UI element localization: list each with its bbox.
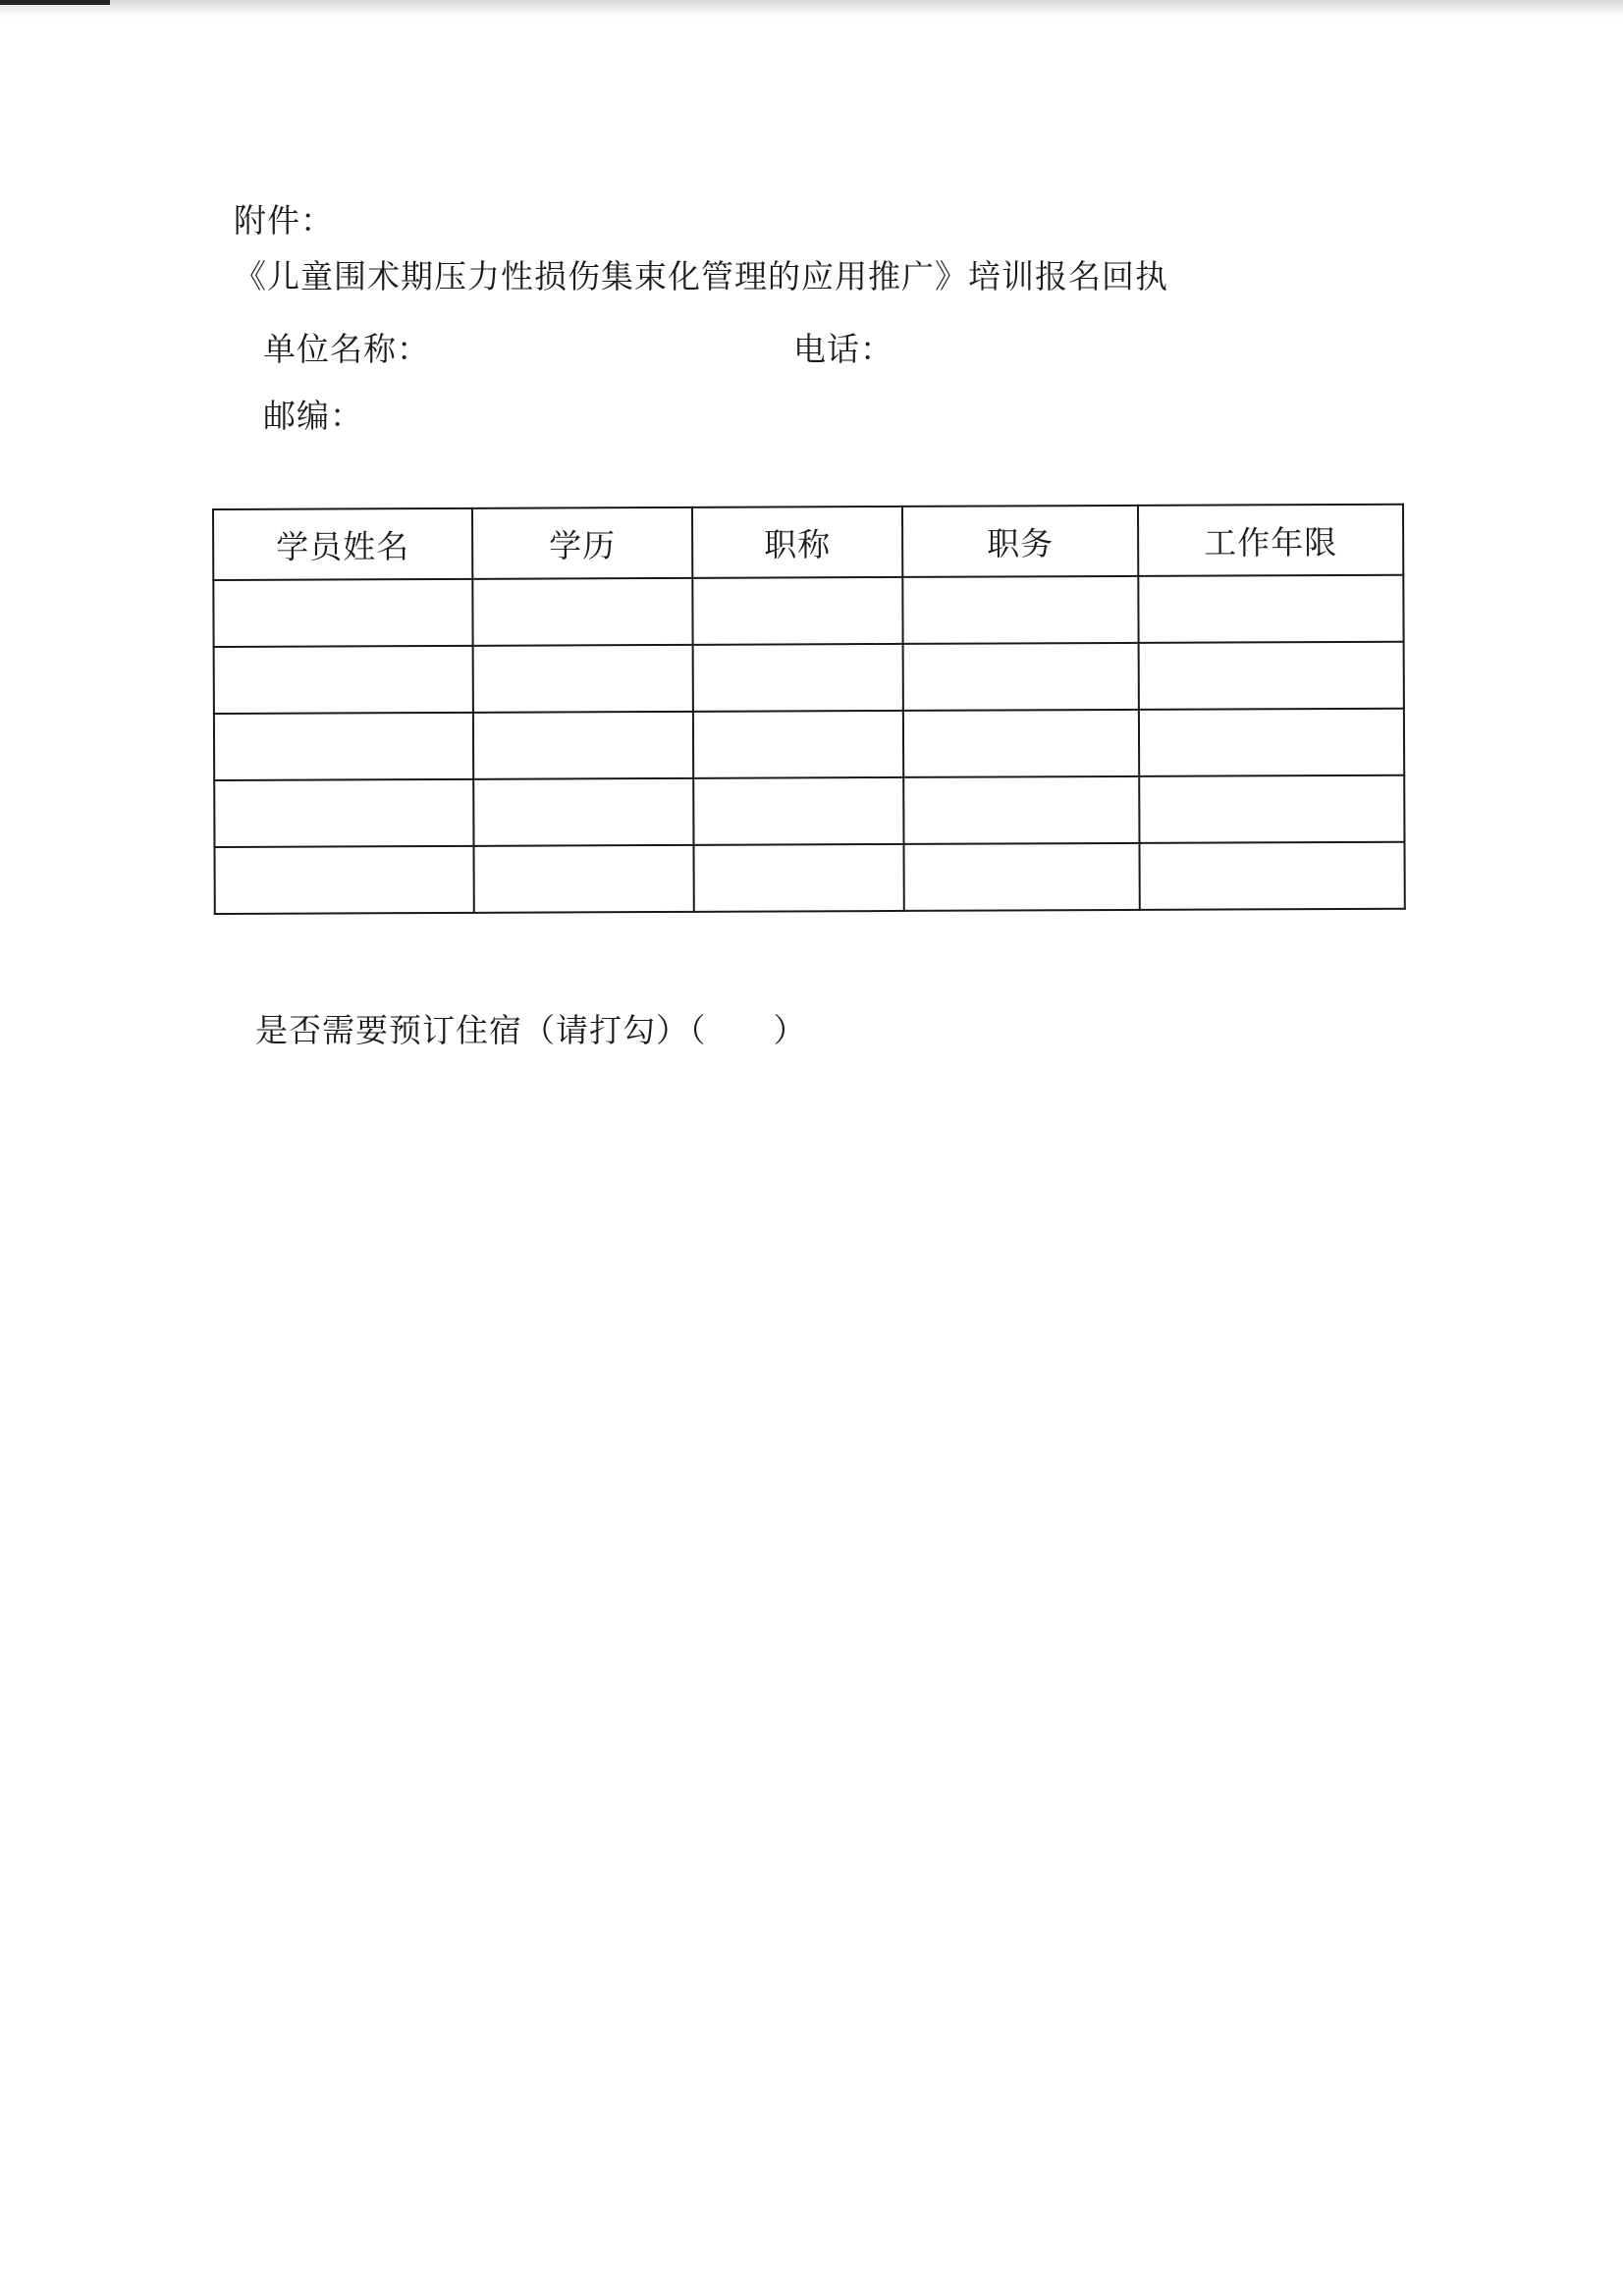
table-cell[interactable] bbox=[693, 777, 903, 845]
table-cell[interactable] bbox=[694, 844, 904, 912]
table-cell[interactable] bbox=[214, 646, 473, 714]
table-cell[interactable] bbox=[473, 778, 693, 846]
table-cell[interactable] bbox=[693, 711, 903, 778]
unit-name-field: 单位名称： bbox=[263, 330, 430, 368]
table-cell[interactable] bbox=[473, 645, 693, 713]
table-cell[interactable] bbox=[215, 846, 474, 914]
table-cell[interactable] bbox=[903, 776, 1139, 844]
table-row bbox=[215, 842, 1405, 914]
phone-field: 电话： bbox=[793, 330, 893, 368]
table-cell[interactable] bbox=[1139, 709, 1404, 776]
table-cell[interactable] bbox=[213, 579, 472, 647]
table-cell[interactable] bbox=[1139, 775, 1404, 843]
header-education: 学历 bbox=[472, 507, 692, 579]
table-cell[interactable] bbox=[472, 578, 692, 646]
scan-top-edge bbox=[0, 0, 1623, 18]
table-cell[interactable] bbox=[474, 845, 694, 913]
scan-mark bbox=[0, 0, 110, 5]
header-years-of-work: 工作年限 bbox=[1138, 505, 1403, 576]
table-cell[interactable] bbox=[692, 577, 902, 645]
table-cell[interactable] bbox=[903, 843, 1139, 911]
table-row bbox=[214, 709, 1404, 780]
table-header-row bbox=[213, 505, 1403, 580]
table-cell[interactable] bbox=[214, 779, 473, 847]
table-cell[interactable] bbox=[902, 576, 1138, 644]
table-cell[interactable] bbox=[473, 712, 693, 779]
table-cell[interactable] bbox=[1139, 642, 1404, 710]
table-cell[interactable] bbox=[1139, 842, 1404, 910]
table-cell[interactable] bbox=[903, 643, 1139, 711]
table-cell[interactable] bbox=[693, 644, 903, 712]
header-position: 职务 bbox=[902, 506, 1138, 577]
table-row bbox=[214, 775, 1404, 847]
attachment-label: 附件： bbox=[234, 201, 334, 240]
registration-table bbox=[212, 504, 1406, 915]
lodging-question: 是否需要预订住宿（请打勾）（ ） bbox=[255, 1011, 807, 1049]
table-row bbox=[214, 642, 1404, 714]
table-row bbox=[213, 575, 1403, 647]
header-student-name: 学员姓名 bbox=[213, 508, 472, 580]
header-professional-title: 职称 bbox=[692, 507, 902, 578]
table-cell[interactable] bbox=[903, 710, 1139, 777]
postcode-field: 邮编： bbox=[263, 397, 363, 435]
form-title: 《儿童围术期压力性损伤集束化管理的应用推广》培训报名回执 bbox=[234, 257, 1168, 295]
table-cell[interactable] bbox=[214, 713, 473, 780]
table-cell[interactable] bbox=[1138, 575, 1403, 643]
